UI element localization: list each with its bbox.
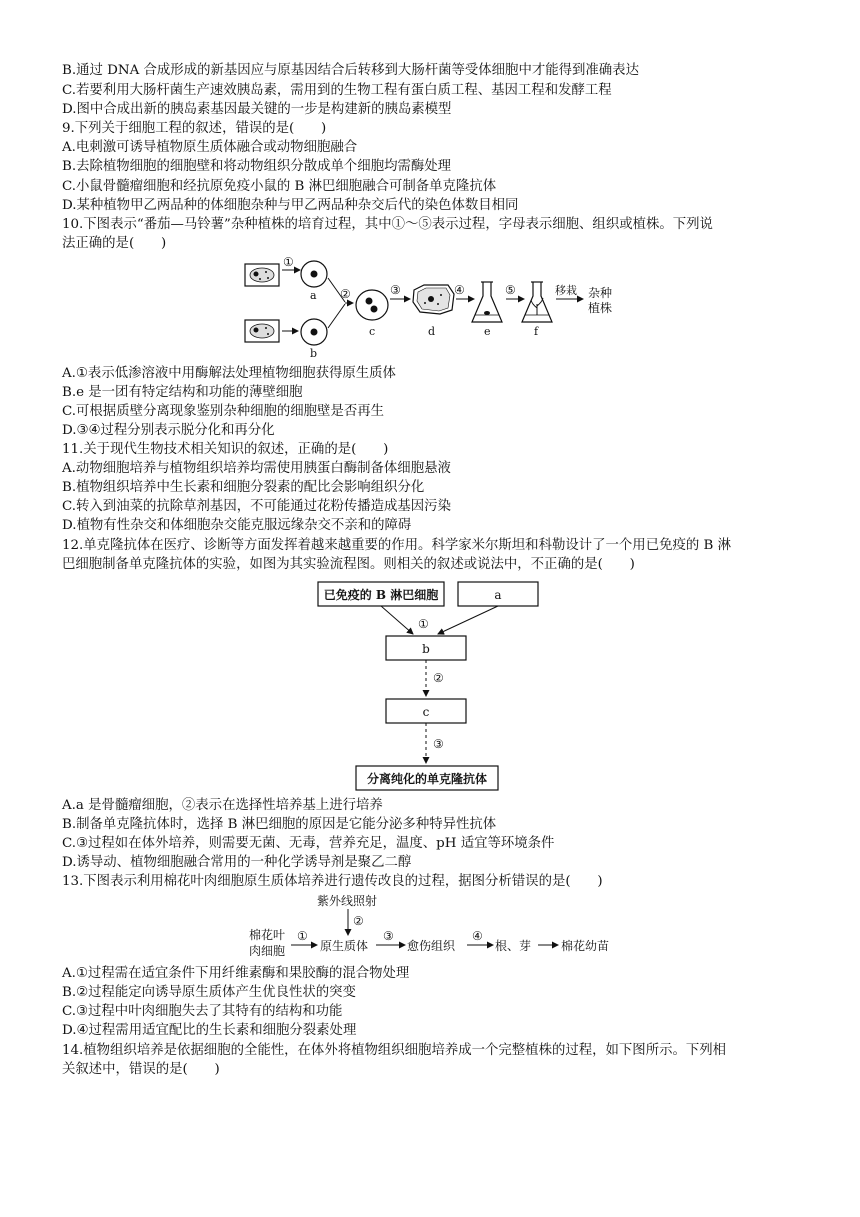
q13-step4-label: ④	[472, 929, 483, 943]
q12-flowchart	[300, 578, 550, 794]
q8-option-c: C.若要利用大肠杆菌生产速效胰岛素，需用到的生物工程有蛋白质工程、基因工程和发酵工程	[62, 83, 612, 98]
q10-label-c: c	[369, 325, 376, 338]
q11-option-d: D.植物有性杂交和体细胞杂交能克服远缘杂交不亲和的障碍	[62, 518, 412, 533]
protoplast-b-icon	[301, 319, 327, 345]
q8-option-d: D.图中合成出新的胰岛素基因最关键的一步是构建新的胰岛素模型	[62, 102, 452, 117]
q10-option-b: B.e 是一团有特定结构和功能的薄壁细胞	[62, 385, 303, 400]
tomato-cell-icon	[245, 264, 279, 286]
q13-option-d: D.④过程需用适宜配比的生长素和细胞分裂素处理	[62, 1023, 357, 1038]
hybrid-cell-d-icon	[413, 285, 454, 314]
protoplast-label: 原生质体	[320, 939, 369, 953]
q13-option-b: B.②过程能定向诱导原生质体产生优良性状的突变	[62, 985, 356, 1000]
q11-option-c: C.转入到油菜的抗除草剂基因，不可能通过花粉传播造成基因污染	[62, 499, 451, 514]
q10-step3-label: ③	[390, 283, 401, 297]
q10-hybrid-label-1: 杂种	[588, 286, 613, 300]
q9-stem: 9.下列关于细胞工程的叙述，错误的是( )	[62, 121, 327, 136]
q10-hybrid-label-2: 植株	[588, 301, 613, 315]
q10-option-a: A.①表示低渗溶液中用酶解法处理植物细胞获得原生质体	[62, 366, 396, 381]
flask-e-icon	[472, 282, 502, 322]
q10-label-d: d	[428, 325, 436, 338]
seedling-label: 棉花幼苗	[561, 939, 610, 953]
q8-option-b: B.通过 DNA 合成形成的新基因应与原基因结合后转移到大肠杆菌等受体细胞中才能得到准确表达	[62, 63, 639, 78]
callus-label: 愈伤组织	[407, 939, 456, 953]
q13-figure	[245, 893, 635, 963]
flask-f-icon	[522, 282, 552, 322]
q13-step3-label: ③	[383, 929, 394, 943]
potato-cell-icon	[245, 320, 279, 342]
protoplast-a-icon	[301, 261, 327, 287]
q13-step2-label: ②	[353, 914, 364, 928]
q9-option-b: B.去除植物细胞的细胞壁和将动物组织分散成单个细胞均需酶处理	[62, 159, 452, 174]
root-bud-label: 根、芽	[495, 939, 532, 953]
mesophyll-label-2: 肉细胞	[249, 944, 286, 958]
q10-step4-label: ④	[454, 283, 465, 297]
mesophyll-label-1: 棉花叶	[249, 928, 286, 942]
q12-option-a: A.a 是骨髓瘤细胞，②表示在选择性培养基上进行培养	[62, 798, 383, 813]
q10-label-e: e	[484, 325, 491, 338]
q12-step3-label: ③	[433, 737, 444, 751]
q10-label-f: f	[534, 325, 539, 338]
q10-stem-line2: 法正确的是( )	[62, 236, 167, 251]
q13-step1-label: ①	[297, 929, 308, 943]
q14-stem-line2: 关叙述中，错误的是( )	[62, 1062, 220, 1077]
q10-option-d: D.③④过程分别表示脱分化和再分化	[62, 423, 275, 438]
q12-step1-label: ①	[418, 617, 429, 631]
q12-stem-line1: 12.单克隆抗体在医疗、诊断等方面发挥着越来越重要的作用。科学家米尔斯坦和科勒设计了一个用已免疫的 B 淋	[62, 538, 732, 553]
fused-cell-c-icon	[356, 290, 388, 320]
q13-option-a: A.①过程需在适宜条件下用纤维素酶和果胶酶的混合物处理	[62, 966, 410, 981]
final-antibody-label: 分离纯化的单克隆抗体	[366, 772, 488, 786]
q10-step2-label: ②	[340, 287, 351, 301]
q10-option-c: C.可根据质壁分离现象鉴别杂种细胞的细胞壁是否再生	[62, 404, 385, 419]
q10-step1-label: ①	[283, 255, 294, 269]
q11-option-b: B.植物组织培养中生长素和细胞分裂素的配比会影响组织分化	[62, 480, 425, 495]
box-c-label: c	[422, 705, 430, 719]
uv-label: 紫外线照射	[317, 894, 378, 908]
box-a-label: a	[494, 588, 502, 602]
q10-step5-label: ⑤	[505, 283, 516, 297]
q12-step2-label: ②	[433, 671, 444, 685]
q10-stem-line1: 10.下图表示“番茄—马铃薯”杂种植株的培育过程，其中①～⑤表示过程，字母表示细胞、组织或植株。下列说	[62, 217, 713, 232]
q12-option-d: D.诱导动、植物细胞融合常用的一种化学诱导剂是聚乙二醇	[62, 855, 412, 870]
q9-option-d: D.某种植物甲乙两品种的体细胞杂种与甲乙两品种杂交后代的染色体数目相同	[62, 198, 519, 213]
q10-label-b: b	[310, 347, 318, 360]
q10-label-a: a	[310, 289, 317, 302]
q11-stem: 11.关于现代生物技术相关知识的叙述，正确的是( )	[62, 442, 389, 457]
q13-stem: 13.下图表示利用棉花叶肉细胞原生质体培养进行遗传改良的过程，据图分析错误的是( )	[62, 874, 603, 889]
q11-option-a: A.动物细胞培养与植物组织培养均需使用胰蛋白酶制备体细胞悬液	[62, 461, 451, 476]
q12-option-c: C.③过程如在体外培养，则需要无菌、无毒，营养充足，温度、pH 适宜等环境条件	[62, 836, 555, 851]
q9-option-a: A.电刺激可诱导植物原生质体融合或动物细胞融合	[62, 140, 358, 155]
q12-stem-line2: 巴细胞制备单克隆抗体的实验，如图为其实验流程图。则相关的叙述或说法中，不正确的是( )	[62, 557, 635, 572]
b-cell-label: 已免疫的 B 淋巴细胞	[323, 588, 439, 602]
q14-stem-line1: 14.植物组织培养是依据细胞的全能性，在体外将植物组织细胞培养成一个完整植株的过程，如下图所示。下列相	[62, 1043, 727, 1058]
q10-transplant-label: 移栽	[555, 284, 577, 297]
box-b-label: b	[422, 642, 430, 656]
q12-option-b: B.制备单克隆抗体时，选择 B 淋巴细胞的原因是它能分泌多种特异性抗体	[62, 817, 497, 832]
q9-option-c: C.小鼠骨髓瘤细胞和经抗原免疫小鼠的 B 淋巴细胞融合可制备单克隆抗体	[62, 179, 497, 194]
q13-option-c: C.③过程中叶肉细胞失去了其特有的结构和功能	[62, 1004, 343, 1019]
q10-figure	[240, 254, 640, 360]
